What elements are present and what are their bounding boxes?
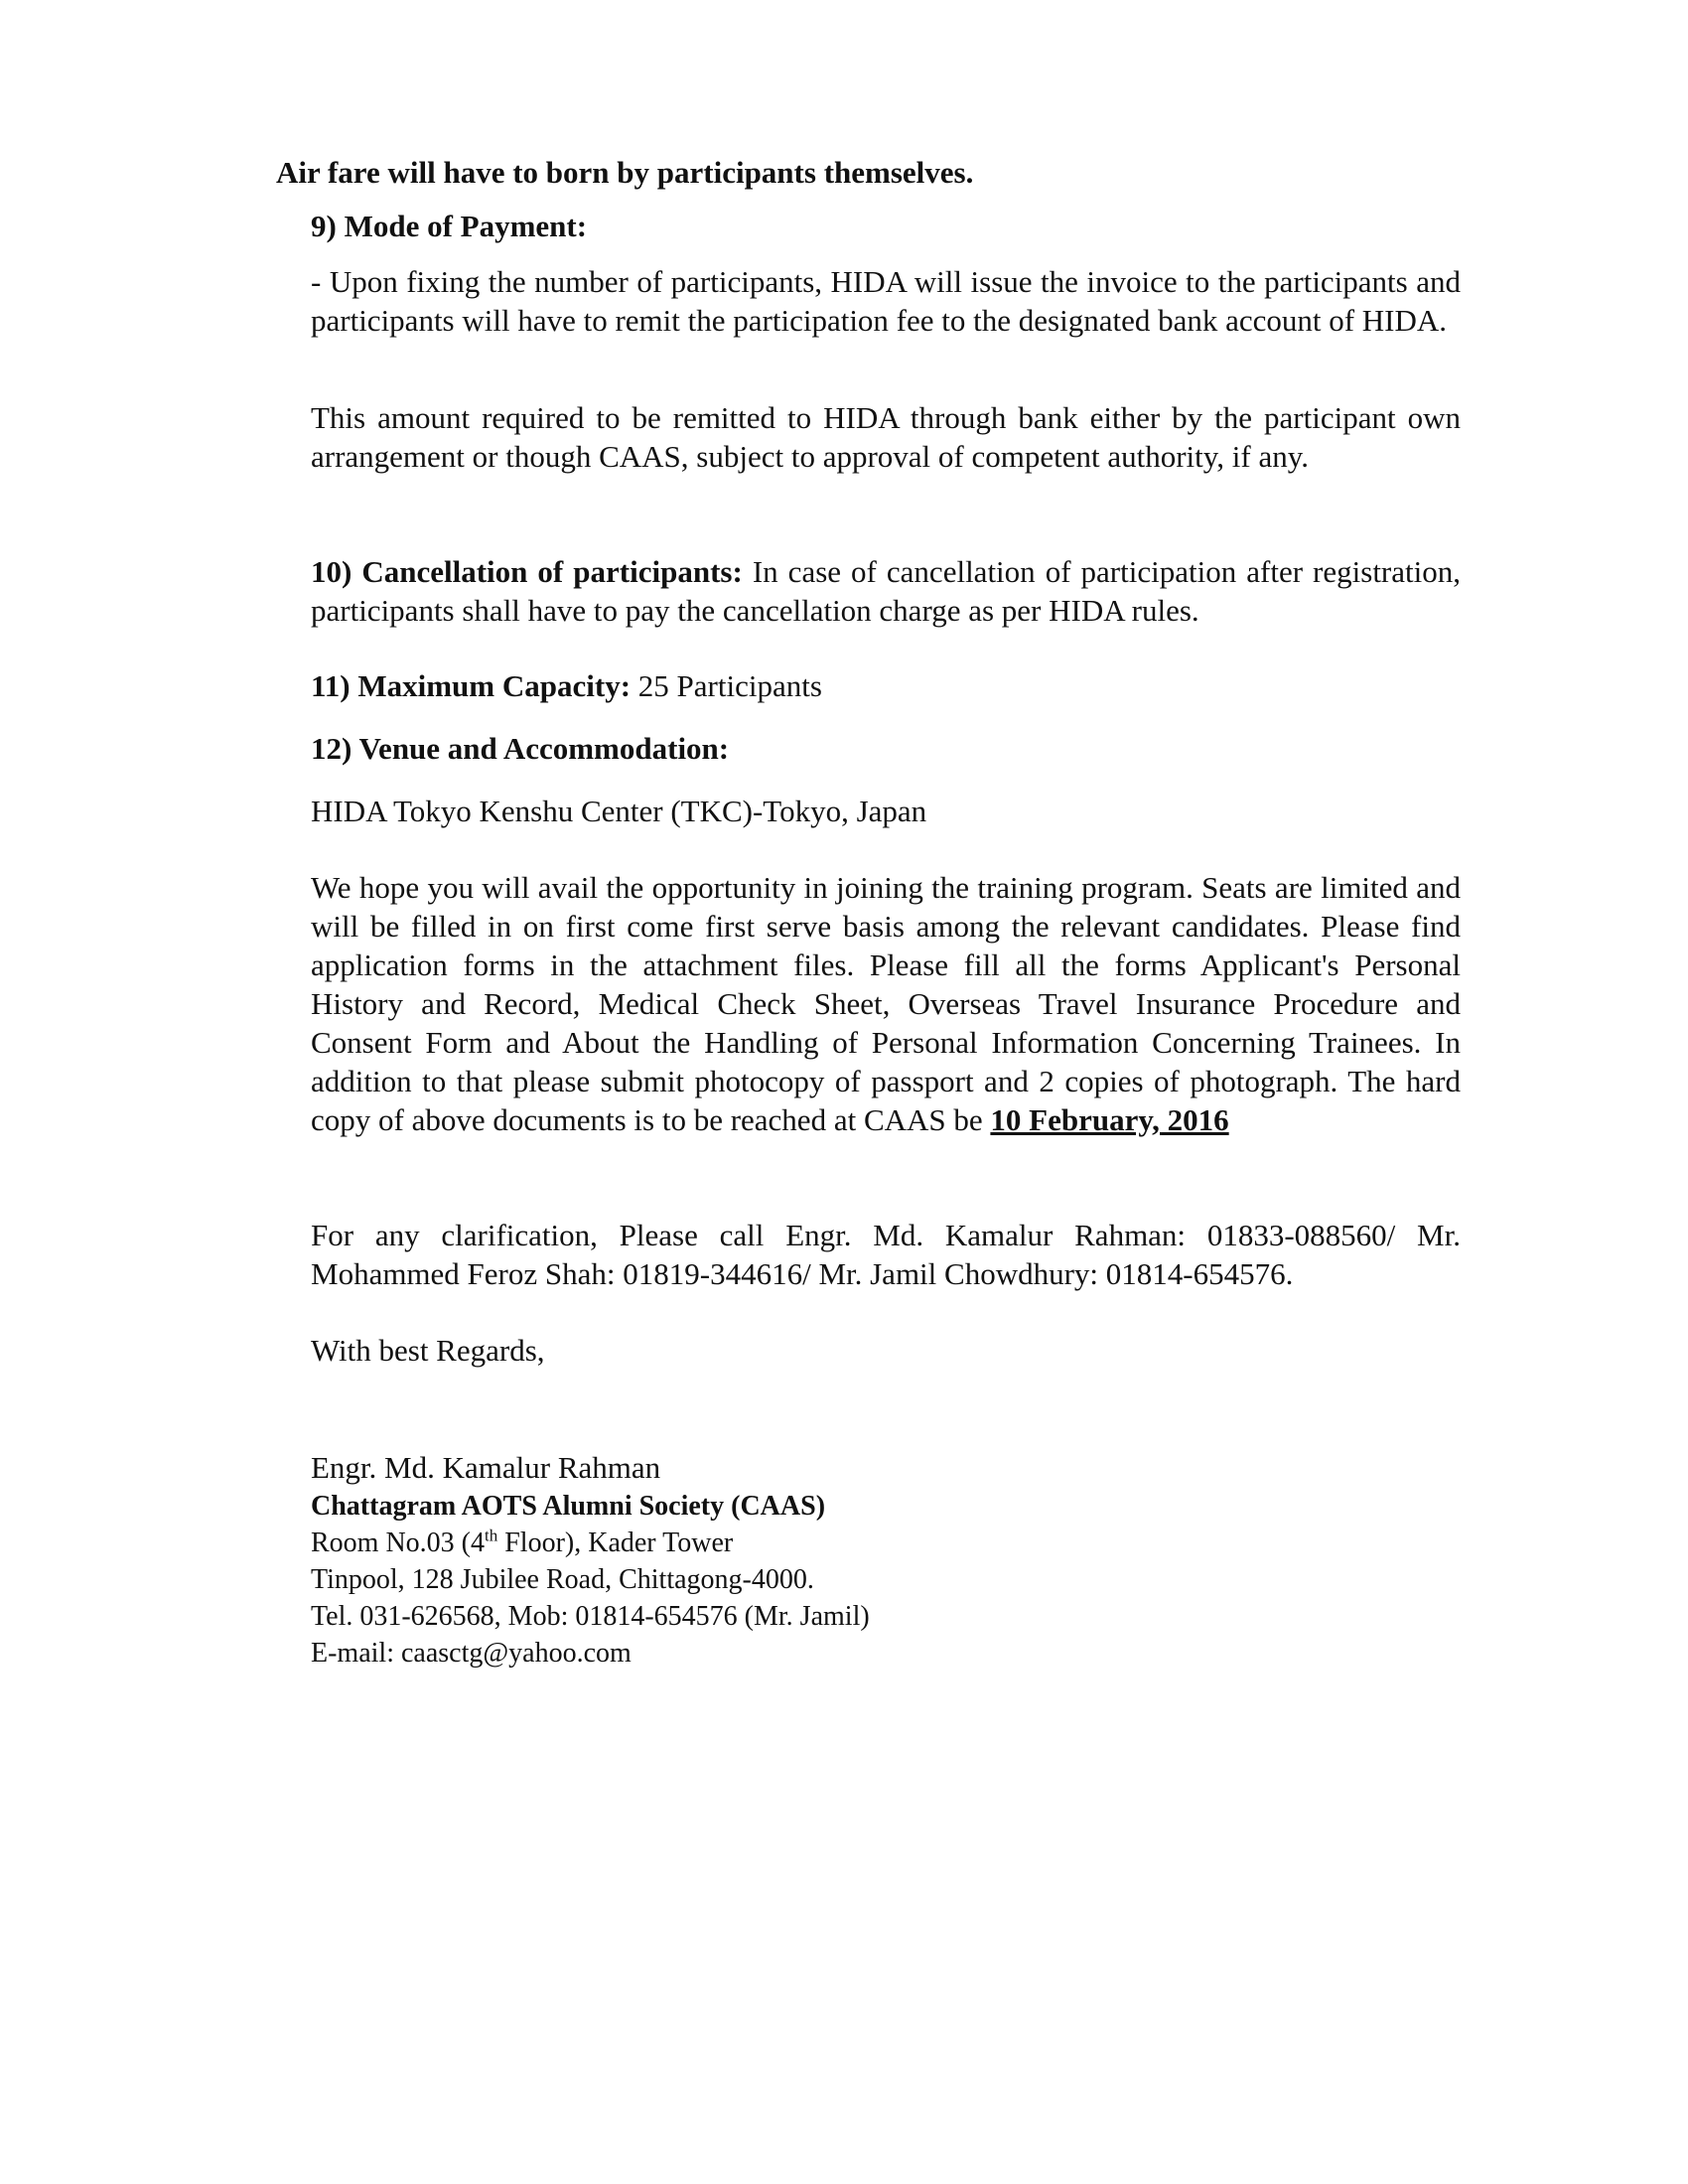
- cancellation-text: In case of cancellation of participation after registration, participants shall have to pay the cancellation charge as per HIDA rules.: [311, 554, 1461, 628]
- floor-ordinal: th: [485, 1526, 498, 1545]
- capacity-heading: 11) Maximum Capacity:: [311, 668, 632, 703]
- clarification-paragraph: For any clarification, Please call Engr. Md. Kamalur Rahman: 01833-088560/ Mr. Mohammed Feroz Shah: 01819-344616/ Mr. Jamil Chowdhury: 01814-654576.: [311, 1218, 1461, 1291]
- room-address-prefix: Room No.03 (4: [311, 1528, 485, 1558]
- regards-line: With best Regards,: [311, 1333, 545, 1368]
- email-line: E-mail: caasctg@yahoo.com: [311, 1638, 632, 1669]
- closing-paragraph: [311, 868, 1461, 1139]
- organization-name: Chattagram AOTS Alumni Society (CAAS): [311, 1491, 826, 1522]
- signatory-name: Engr. Md. Kamalur Rahman: [311, 1450, 661, 1485]
- airfare-note: Air fare will have to born by participants themselves.: [276, 155, 974, 190]
- room-address: [311, 1525, 870, 1561]
- cancellation-heading: 10) Cancellation of participants:: [311, 554, 743, 589]
- signature-block: [311, 1448, 870, 1672]
- venue-heading: 12) Venue and Accommodation:: [311, 731, 730, 766]
- capacity-line: [311, 666, 822, 705]
- submission-deadline: 10 February, 2016: [990, 1102, 1229, 1137]
- phone-line: Tel. 031-626568, Mob: 01814-654576 (Mr. Jamil): [311, 1601, 870, 1632]
- closing-text: We hope you will avail the opportunity in joining the training program. Seats are limited and will be filled in on first come first serve basis among the relevant candidates. Please find application forms in the attachment files. Please fill all the forms Applicant's Personal History and Record, Medical Check Sheet, Overseas Travel Insurance Procedure and Consent Form and About the Handling of Personal Information Concerning Trainees. In addition to that please submit photocopy of passport and 2 copies of photograph. The hard copy of above documents is to be reached at CAAS be: [311, 870, 1461, 1137]
- street-address: Tinpool, 128 Jubilee Road, Chittagong-4000.: [311, 1564, 814, 1595]
- room-address-suffix: Floor), Kader Tower: [497, 1528, 734, 1558]
- payment-heading: 9) Mode of Payment:: [311, 209, 588, 243]
- cancellation-paragraph: [311, 552, 1461, 630]
- capacity-text: 25 Participants: [631, 668, 822, 703]
- payment-paragraph-2: This amount required to be remitted to HIDA through bank either by the participant own arrangement or though CAAS, subject to approval of competent authority, if any.: [311, 400, 1461, 474]
- payment-paragraph-1: - Upon fixing the number of participants, HIDA will issue the invoice to the participants and participants will have to remit the participation fee to the designated bank account of HIDA.: [311, 264, 1461, 338]
- venue-text: HIDA Tokyo Kenshu Center (TKC)-Tokyo, Japan: [311, 794, 927, 828]
